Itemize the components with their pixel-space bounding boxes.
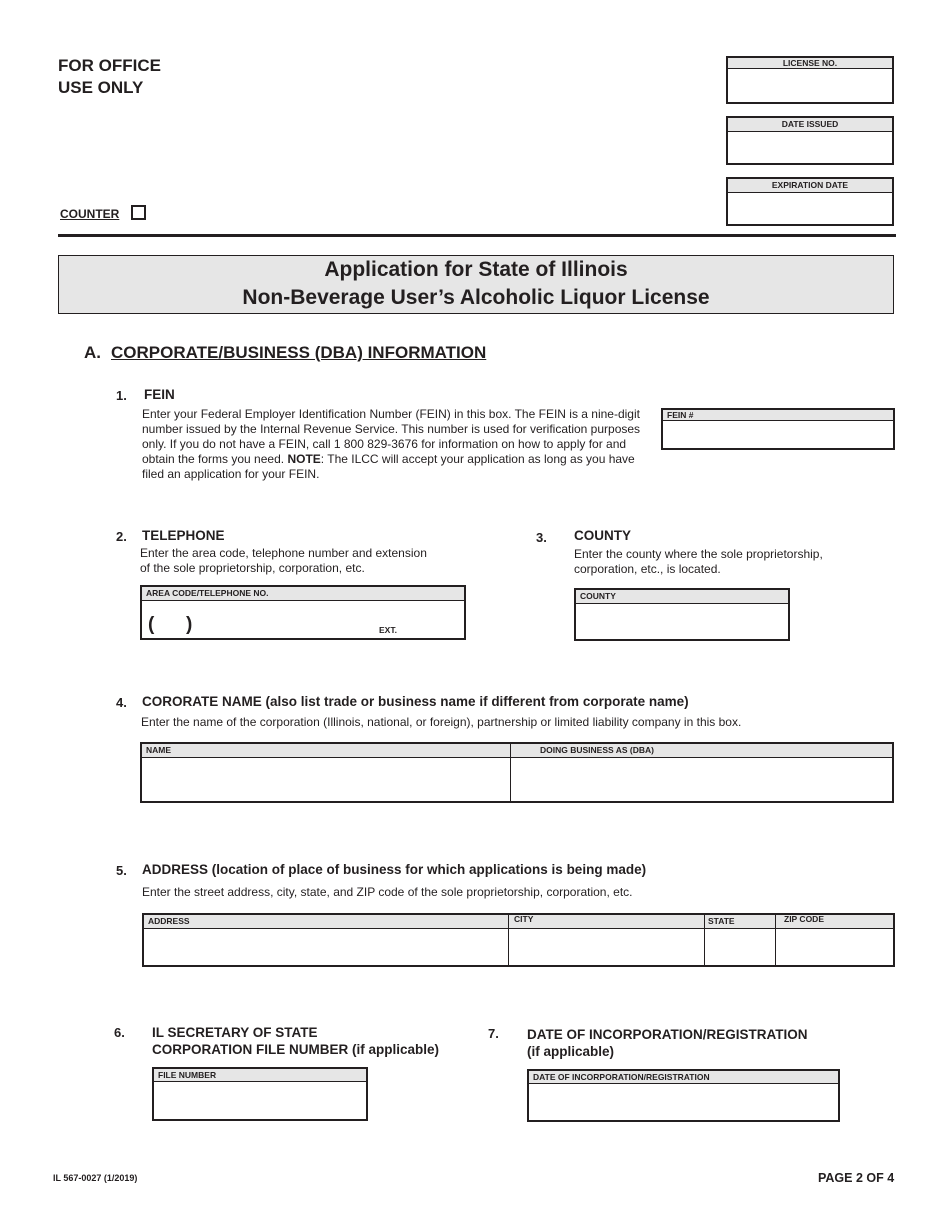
q1-description (142, 407, 662, 482)
q6-label-line: CORPORATION FILE NUMBER (if applicable) (152, 1042, 440, 1057)
incorporation-date-input[interactable] (529, 1084, 838, 1120)
q6-label (152, 1024, 439, 1058)
q3-description (574, 547, 874, 577)
q1-note-label: NOTE (287, 452, 321, 466)
dba-label: DOING BUSINESS AS (DBA) (540, 745, 654, 755)
area-code-parens: ( ) (148, 614, 193, 635)
address-box (142, 913, 895, 967)
q4-label: CORORATE NAME (also list trade or business name if different from corporate name) (142, 694, 689, 709)
incorporation-date-label: DATE OF INCORPORATION/REGISTRATION (529, 1071, 838, 1084)
expiration-date-label: EXPIRATION DATE (728, 179, 892, 193)
telephone-input[interactable] (142, 601, 464, 638)
q2-desc-line: Enter the area code, telephone number and extension (140, 546, 427, 560)
file-number-input[interactable] (154, 1082, 366, 1119)
form-id: IL 567-0027 (1/2019) (53, 1173, 138, 1183)
address-input[interactable] (144, 929, 508, 965)
telephone-label: AREA CODE/TELEPHONE NO. (142, 587, 464, 601)
dba-input[interactable] (511, 758, 894, 801)
form-title-line2: Non-Beverage User’s Alcoholic Liquor License (242, 286, 710, 309)
form-title (58, 255, 894, 314)
q3-label: COUNTY (574, 528, 631, 543)
telephone-box (140, 585, 466, 640)
section-a-heading (84, 343, 486, 363)
state-label: STATE (708, 916, 735, 926)
date-issued-input[interactable] (728, 132, 892, 163)
q2-number: 2. (116, 529, 127, 544)
q1-desc-text: obtain the forms you need. (142, 452, 285, 466)
q1-desc-line: only. If you do not have a FEIN, call 1 800 829-3676 for information on how to apply for and (142, 437, 627, 451)
fein-box (661, 408, 895, 450)
q3-number: 3. (536, 530, 547, 545)
city-input[interactable] (509, 929, 704, 965)
q4-number: 4. (116, 695, 127, 710)
city-label: CITY (514, 915, 534, 924)
fein-label: FEIN # (663, 410, 893, 421)
office-use-line2: USE ONLY (58, 78, 144, 97)
q2-description (140, 546, 480, 576)
q1-desc-line (142, 452, 662, 467)
county-input[interactable] (576, 604, 788, 639)
q7-label-line: DATE OF INCORPORATION/REGISTRATION (527, 1027, 808, 1042)
counter-checkbox[interactable] (131, 205, 146, 220)
q5-label: ADDRESS (location of place of business for which applications is being made) (142, 862, 647, 877)
name-label: NAME (146, 745, 172, 755)
ext-label: EXT. (379, 625, 397, 635)
page-number: PAGE 2 OF 4 (818, 1171, 895, 1185)
address-header (144, 915, 893, 929)
office-use-heading (58, 55, 161, 99)
q2-desc-line: of the sole proprietorship, corporation, etc. (140, 561, 365, 575)
q1-label: FEIN (144, 387, 175, 402)
q6-number: 6. (114, 1025, 125, 1040)
incorporation-date-box (527, 1069, 840, 1122)
expiration-date-box (726, 177, 894, 226)
license-no-box (726, 56, 894, 104)
q1-desc-line: Enter your Federal Employer Identification Number (FEIN) in this box. The FEIN is a nine-digit (142, 407, 640, 421)
q1-desc-line: filed an application for your FEIN. (142, 467, 320, 481)
q7-number: 7. (488, 1026, 499, 1041)
counter-label: COUNTER (60, 207, 120, 221)
q7-label (527, 1026, 808, 1060)
q1-number: 1. (116, 388, 127, 403)
q7-label-line: (if applicable) (527, 1044, 615, 1059)
q6-label-line: IL SECRETARY OF STATE (152, 1025, 318, 1040)
q1-desc-line: number issued by the Internal Revenue Service. This number is used for verification purposes (142, 422, 641, 436)
file-number-label: FILE NUMBER (154, 1069, 366, 1082)
zip-input[interactable] (776, 929, 893, 965)
date-issued-label: DATE ISSUED (728, 118, 892, 132)
section-a-letter: A. (84, 343, 101, 362)
q5-number: 5. (116, 863, 127, 878)
address-label: ADDRESS (148, 916, 190, 926)
form-title-line1: Application for State of Illinois (324, 258, 628, 281)
fein-input[interactable] (663, 421, 893, 448)
license-no-label: LICENSE NO. (728, 58, 892, 69)
corporate-name-box (140, 742, 894, 803)
corporate-name-input[interactable] (142, 758, 510, 801)
q2-label: TELEPHONE (142, 528, 225, 543)
q1-desc-text: : The ILCC will accept your application as long as you have (320, 452, 635, 466)
corporate-name-header (142, 744, 892, 758)
office-use-line1: FOR OFFICE (58, 56, 161, 75)
header-divider (58, 234, 896, 237)
state-input[interactable] (705, 929, 775, 965)
section-a-title: CORPORATE/BUSINESS (DBA) INFORMATION (111, 343, 487, 362)
q4-description: Enter the name of the corporation (Illinois, national, or foreign), partnership or limited liability company in this box. (141, 715, 742, 729)
expiration-date-input[interactable] (728, 193, 892, 224)
zip-label: ZIP CODE (784, 915, 824, 924)
q5-description: Enter the street address, city, state, and ZIP code of the sole proprietorship, corporation, etc. (142, 885, 633, 899)
county-box (574, 588, 790, 641)
file-number-box (152, 1067, 368, 1121)
q3-desc-line: Enter the county where the sole proprietorship, (574, 547, 823, 561)
license-no-input[interactable] (728, 69, 892, 102)
date-issued-box (726, 116, 894, 165)
county-label: COUNTY (576, 590, 788, 604)
q3-desc-line: corporation, etc., is located. (574, 562, 721, 576)
